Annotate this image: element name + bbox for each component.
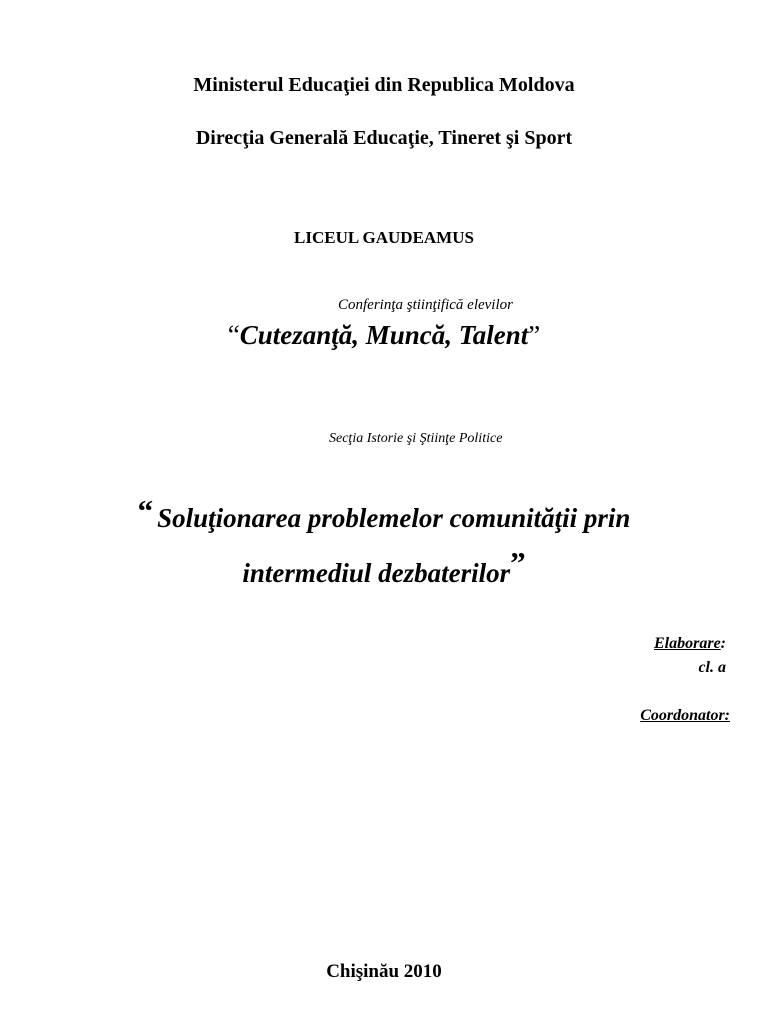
class-text: cl. a [698, 659, 726, 676]
title-line1-text: Soluţionarea problemelor comunităţii prin [157, 503, 631, 533]
ministry-heading: Ministerul Educaţiei din Republica Moldova [193, 74, 575, 96]
paper-title-line-1 [0, 493, 768, 534]
motto-close-quote: ” [528, 320, 541, 350]
title-close-quote: ” [510, 545, 526, 580]
title-open-quote: “ [137, 493, 154, 528]
motto-open-quote: “ [227, 320, 240, 350]
section-label: Secţia Istorie şi Ştiinţe Politice [329, 431, 503, 446]
conference-label: Conferinţa ştiinţifică elevilor [338, 297, 513, 313]
elaborare-label-text: Elaborare [654, 635, 721, 652]
elaborare-colon: : [720, 635, 726, 652]
motto-text: Cutezanţă, Muncă, Talent [239, 320, 529, 350]
title-line2-text: intermediul dezbaterilor [242, 558, 511, 588]
direction-heading: Direcţia Generală Educaţie, Tineret şi Sport [195, 127, 573, 149]
coordonator-label-text: Coordonator: [640, 707, 730, 724]
coordonator-label [640, 707, 730, 725]
conference-motto [0, 320, 768, 351]
city-year: Chişinău 2010 [326, 961, 442, 982]
school-name: LICEUL GAUDEAMUS [294, 228, 474, 247]
paper-title-line-2 [0, 545, 768, 589]
elaborare-label [654, 635, 726, 653]
